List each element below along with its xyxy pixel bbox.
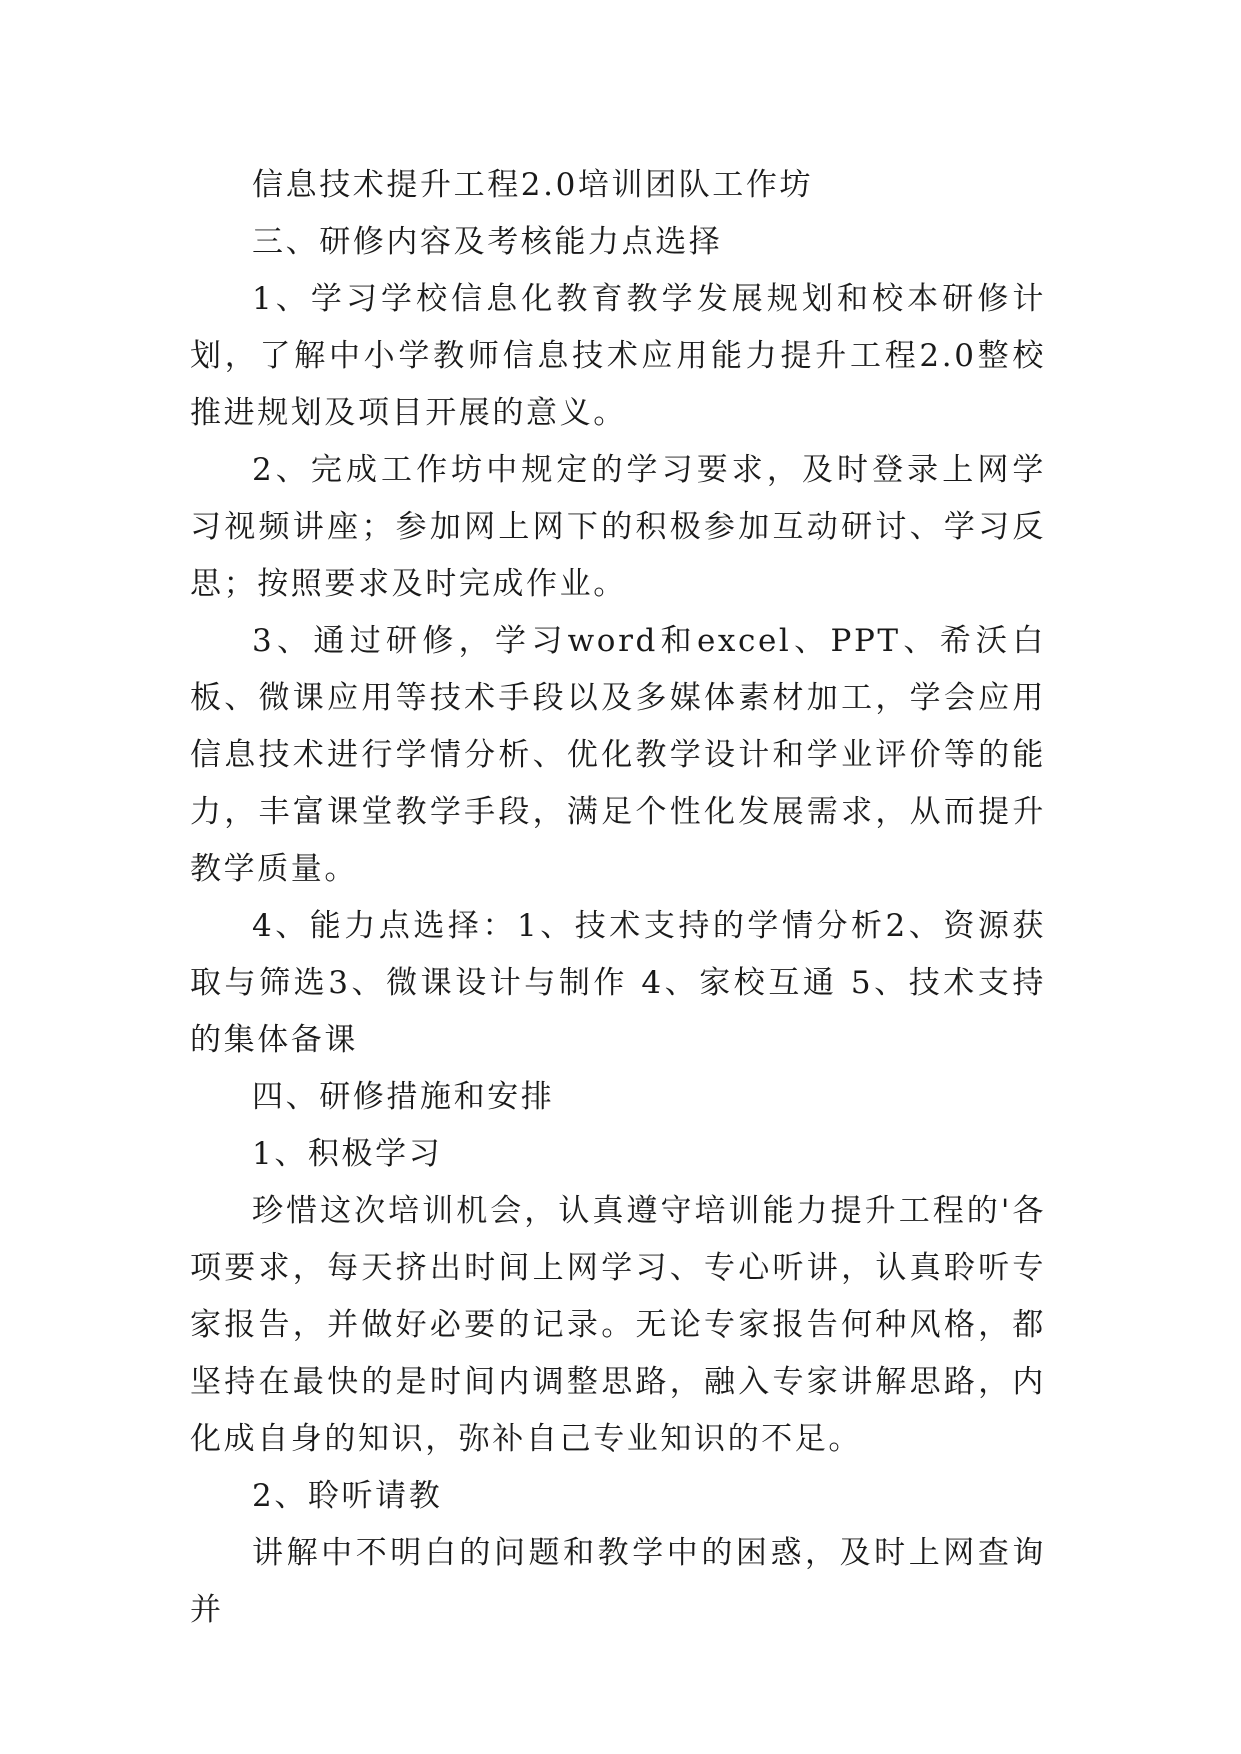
paragraph-item-2: 2、完成工作坊中规定的学习要求，及时登录上网学习视频讲座；参加网上网下的积极参加互动研讨、学习反思；按照要求及时完成作业。 xyxy=(190,452,1046,602)
paragraph-item-3: 3、通过研修，学习word和excel、PPT、希沃白板、微课应用等技术手段以及多媒体素材加工，学会应用信息技术进行学情分析、优化教学设计和学业评价等的能力，丰富课堂教学手段，满足个性化发展需求，从而提升教学质量。 xyxy=(190,623,1046,887)
paragraph-listen-consult: 讲解中不明白的问题和教学中的困惑，及时上网查询并 xyxy=(190,1535,1046,1628)
subheading-listen-consult: 2、聆听请教 xyxy=(252,1478,443,1514)
section-heading-3: 三、研修内容及考核能力点选择 xyxy=(252,224,723,260)
section-heading-4: 四、研修措施和安排 xyxy=(252,1079,555,1115)
paragraph-active-learning: 珍惜这次培训机会，认真遵守培训能力提升工程的'各项要求，每天挤出时间上网学习、专心听讲，认真聆听专家报告，并做好必要的记录。无论专家报告何种风格，都坚持在最快的是时间内调整思路，融入专家讲解思路，内化成自身的知识，弥补自己专业知识的不足。 xyxy=(190,1193,1046,1457)
document-body xyxy=(190,157,1046,1639)
paragraph-item-4: 4、能力点选择：1、技术支持的学情分析2、资源获取与筛选3、微课设计与制作 4、家校互通 5、技术支持的集体备课 xyxy=(190,908,1046,1058)
paragraph-item-1: 1、学习学校信息化教育教学发展规划和校本研修计划，了解中小学教师信息技术应用能力提升工程2.0整校推进规划及项目开展的意义。 xyxy=(190,281,1046,431)
subheading-active-learning: 1、积极学习 xyxy=(252,1136,443,1172)
paragraph-heading-title: 信息技术提升工程2.0培训团队工作坊 xyxy=(252,167,814,203)
